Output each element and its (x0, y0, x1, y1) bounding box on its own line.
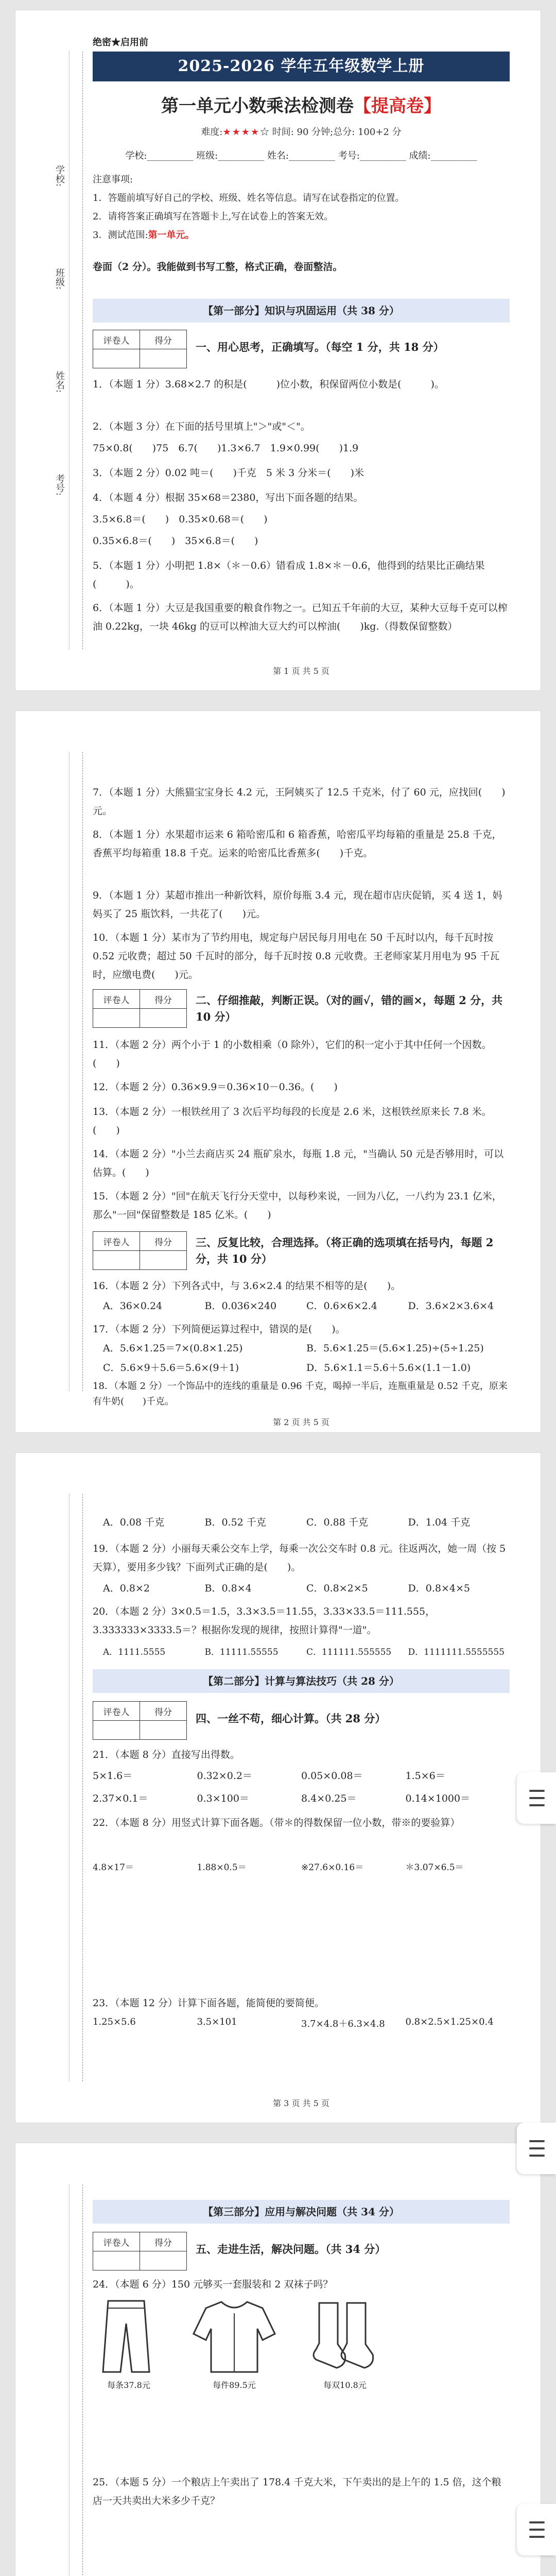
score-box-score: 得分 (140, 1232, 187, 1251)
binding-rule-4 (69, 2184, 70, 2576)
option-c[interactable]: C．0.88 千克 (306, 1517, 368, 1528)
option-b[interactable]: B．11111.55555 (204, 1647, 279, 1657)
score-box-grader: 评卷人 (93, 1702, 140, 1721)
score-box-score-cell[interactable] (140, 1721, 187, 1740)
section-4-heading: 四、一丝不苟，细心计算。（共 28 分） (196, 1712, 386, 1725)
option-b[interactable]: B．5.6×1.25＝(5.6×1.25)÷(5÷1.25) (306, 1343, 484, 1354)
question-17: 17．（本题 2 分）下列简便运算过程中，错误的是( )。 (93, 1324, 345, 1335)
banner-title: 2025-2026 学年五年级数学上册 (93, 52, 510, 81)
question-22: 22．（本题 8 分）用竖式计算下面各题。（带＊的得数保留一位小数，带※的要验算） (93, 1817, 460, 1828)
score-box-score-cell[interactable] (140, 2251, 187, 2270)
option-d[interactable]: D．1.04 千克 (408, 1517, 471, 1528)
option-c[interactable]: C．0.8×2×5 (306, 1583, 368, 1594)
note-1: 1．答题前填写好自己的学校、班级、姓名等信息。请写在试卷指定的位置。 (93, 193, 405, 204)
column-calc-item: ※27.6×0.16＝ (301, 1862, 364, 1873)
section-2-heading: 二、仔细推敲，判断正误。（对的画√，错的画×，每题 2 分，共 10 分） (196, 994, 503, 1023)
binding-margin-3 (46, 1494, 83, 2081)
question-23: 23．（本题 12 分）计算下面各题，能简便的要简便。 (93, 1997, 324, 2009)
option-d[interactable]: D．5.6×1.1＝5.6＋5.6×(1.1－1.0) (306, 1362, 471, 1374)
question-24: 24．（本题 6 分）150 元够买一套服装和 2 双袜子吗？ (93, 2279, 333, 2290)
difficulty-label: 难度: (201, 127, 223, 138)
column-calc-item: ＊3.07×6.5＝ (405, 1862, 464, 1873)
question-16: 16．（本题 2 分）下列各式中，与 3.6×2.4 的结果不相等的是( )。 (93, 1280, 401, 1292)
question-19-options (103, 1581, 510, 1595)
binding-margin (46, 52, 83, 649)
page-title (93, 92, 510, 117)
question-21-row-1 (93, 1768, 510, 1782)
question-22-row (93, 1860, 510, 1873)
question-25: 25．（本题 5 分）一个粮店上午卖出了 178.4 千克大米，下午卖出的是上午的 1.5 倍，这个粮店一天共卖出大米多少千克？ (93, 2477, 501, 2506)
binding-margin-4 (46, 2184, 83, 2576)
notes-title: 注意事项: (93, 174, 133, 185)
question-17-options-2 (103, 1360, 510, 1374)
question-20-options (103, 1645, 510, 1657)
part-2-header: 【第二部分】计算与算法技巧（共 28 分） (93, 1669, 510, 1693)
pants-price: 每条37.8元 (107, 2380, 150, 2390)
score-box-grader-cell[interactable] (93, 2251, 140, 2270)
question-2: 2．（本题 3 分）在下面的括号里填上"＞"或"＜"。 (93, 421, 310, 432)
score-box-grader-cell[interactable] (93, 1251, 140, 1270)
score-box-grader: 评卷人 (93, 1232, 140, 1251)
page-footer-3: 第 3 页 共 5 页 (273, 2098, 329, 2108)
score-box-score-cell[interactable] (140, 1009, 187, 1028)
note-3 (93, 227, 510, 244)
student-info-line: 学校:__________ 班级:__________ 姓名:__________ 考号:__________ 成绩:__________ (125, 150, 477, 161)
page-footer-1: 第 1 页 共 5 页 (273, 666, 329, 676)
question-2-items: 75×0.8( )75 6.7( )1.3×6.7 1.9×0.99( )1.9 (93, 443, 359, 454)
part-1-header: 【第一部分】知识与巩固运用（共 38 分） (93, 299, 510, 323)
question-3: 3．（本题 2 分）0.02 吨＝( )千克 5 米 3 分米＝( )米 (93, 467, 364, 479)
section-1-heading: 一、用心思考，正确填写。（每空 1 分，共 18 分） (196, 341, 444, 353)
oral-calc-item: 0.32×0.2＝ (197, 1770, 252, 1782)
score-box-4 (93, 1701, 187, 1740)
binding-margin-2 (46, 752, 83, 1391)
column-calc-item: 1.88×0.5＝ (197, 1862, 247, 1873)
question-10: 10．（本题 1 分）某市为了节约用电，规定每户居民每月用电在 50 千瓦时以内，每千瓦时按 0.52 元收费；超过 50 千瓦时的部分，每千瓦时按 0.8 元收费。王老师家某月用电为 95 千瓦时，应缴电费( )元。 (93, 932, 500, 980)
option-c[interactable]: C．111111.555555 (306, 1647, 392, 1657)
title-main: 第一单元小数乘法检测卷 (161, 96, 354, 116)
score-box-grader-cell[interactable] (93, 1721, 140, 1740)
question-21: 21．（本题 8 分）直接写出得数。 (93, 1749, 240, 1760)
score-box-1 (93, 330, 187, 368)
page-footer-2: 第 2 页 共 5 页 (273, 1417, 329, 1427)
title-tag: 【提高卷】 (354, 96, 441, 116)
score-box-grader-cell[interactable] (93, 1009, 140, 1028)
score-box-5 (93, 2232, 187, 2270)
difficulty-rest: ☆ 时间: 90 分钟;总分: 100+2 分 (260, 127, 402, 138)
page-2 (15, 711, 541, 1432)
question-23-row (93, 2016, 510, 2030)
oral-calc-item: 5×1.6＝ (93, 1770, 133, 1782)
score-box-grader: 评卷人 (93, 330, 140, 349)
question-7: 7．（本题 1 分）大熊猫宝宝身长 4.2 元，王阿姨买了 12.5 千克米，付了 60 元，应找回( )元。 (93, 787, 506, 817)
question-5: 5．（本题 1 分）小明把 1.8×（＊－0.6）错看成 1.8×＊－0.6，他得到的结果比正确结果( )。 (93, 560, 485, 590)
option-c[interactable]: C．0.6×6×2.4 (306, 1300, 377, 1312)
page-4 (15, 2143, 541, 2576)
question-18: 18．（本题 2 分）一个饰品中的连线的重量是 0.96 千克，喝掉一半后，连瓶重量是 0.52 千克，原来有牛奶( )千克。 (93, 1381, 508, 1407)
option-a[interactable]: A．1111.5555 (103, 1647, 166, 1657)
option-d[interactable]: D．1111111.5555555 (408, 1647, 505, 1657)
option-d[interactable]: D．3.6×2×3.6×4 (408, 1300, 494, 1312)
menu-icon[interactable] (517, 2504, 556, 2555)
menu-icon[interactable] (517, 1772, 556, 1824)
binding-class-label: 班级: (54, 268, 65, 290)
score-box-score: 得分 (140, 1702, 187, 1721)
question-14: 14．（本题 2 分）"小兰去商店买 24 瓶矿泉水，每瓶 1.8 元，"当确认 50 元是否够用时，可以估算。( ) (93, 1148, 504, 1178)
score-box-grader: 评卷人 (93, 2232, 140, 2251)
binding-rule (69, 52, 70, 649)
score-box-3 (93, 1231, 187, 1270)
difficulty-line (93, 125, 510, 138)
section-3-heading: 三、反复比较，合理选择。（将正确的选项填在括号内，每题 2 分，共 10 分） (196, 1236, 494, 1265)
oral-calc-item: 2.37×0.1＝ (93, 1793, 148, 1804)
simplify-calc-item: 3.5×101 (197, 2016, 237, 2027)
binding-number-label: 考号: (54, 474, 65, 496)
oral-calc-item: 0.3×100＝ (197, 1793, 249, 1804)
question-4: 4．（本题 4 分）根据 35×68＝2380，写出下面各题的结果。 (93, 492, 363, 503)
option-a[interactable]: A．0.08 千克 (103, 1517, 165, 1528)
option-c[interactable]: C．5.6×9＋5.6＝5.6×(9＋1) (103, 1362, 239, 1374)
question-20: 20．（本题 2 分）3×0.5＝1.5，3.3×3.5＝11.55，3.33×33.5＝111.555，3.333333×3333.5＝？根据你发现的规律，按照计算得"一道"。 (93, 1606, 436, 1636)
socks-icon (309, 2298, 381, 2375)
binding-rule-3 (69, 1494, 70, 2081)
question-16-options (103, 1298, 510, 1312)
oral-calc-item: 0.14×1000＝ (405, 1793, 471, 1804)
question-19: 19．（本题 2 分）小丽每天乘公交车上学，每乘一次公交车时 0.8 元。往返两次，她一周（按 5 天算），要用多少钱？下面列式正确的是( )。 (93, 1543, 506, 1573)
score-box-score: 得分 (140, 330, 187, 349)
socks-price: 每双10.8元 (323, 2380, 367, 2390)
question-21-row-2 (93, 1791, 510, 1805)
score-box-score-cell[interactable] (140, 1251, 187, 1270)
simplify-calc-item: 1.25×5.6 (93, 2016, 136, 2027)
secret-mark: 绝密★启用前 (93, 37, 148, 48)
question-1: 1．（本题 1 分）3.68×2.7 的积是( )位小数，积保留两位小数是( )。 (93, 379, 444, 390)
question-8: 8．（本题 1 分）水果超市运来 6 箱哈密瓜和 6 箱香蕉，哈密瓜平均每箱的重量是 25.8 千克，香蕉平均每箱重 18.8 千克。运来的哈密瓜比香蕉多( )千克。 (93, 829, 502, 859)
option-b[interactable]: B．0.52 千克 (204, 1517, 266, 1528)
menu-icon[interactable] (517, 2123, 556, 2174)
column-calc-item: 4.8×17＝ (93, 1862, 134, 1873)
option-d[interactable]: D．0.8×4×5 (408, 1583, 470, 1594)
page-3 (15, 1453, 541, 2123)
question-17-options-1 (103, 1341, 510, 1354)
pants-icon (93, 2298, 160, 2375)
score-box-score-cell[interactable] (140, 349, 187, 368)
option-a[interactable]: A．0.8×2 (103, 1583, 150, 1594)
score-box-2 (93, 989, 187, 1028)
section-5-heading: 五、走进生活，解决问题。（共 34 分） (196, 2243, 386, 2256)
part-3-header: 【第三部分】应用与解决问题（共 34 分） (93, 2200, 510, 2224)
binding-rule-2 (69, 752, 70, 1391)
shirt-price: 每件89.5元 (213, 2380, 256, 2390)
question-18-options (103, 1515, 510, 1529)
oral-calc-item: 1.5×6＝ (405, 1770, 445, 1782)
page-1 (15, 10, 541, 690)
score-box-grader-cell[interactable] (93, 349, 140, 368)
option-b[interactable]: B．0.036×240 (204, 1300, 277, 1312)
shirt-icon (190, 2298, 278, 2375)
note-3-prefix: 3．测试范围: (93, 230, 148, 241)
option-b[interactable]: B．0.8×4 (204, 1583, 252, 1594)
paper-neatness-score: 卷面（2 分）。我能做到书写工整，格式正确，卷面整洁。 (93, 261, 343, 273)
binding-school-label: 学校: (54, 165, 65, 187)
option-a[interactable]: A．36×0.24 (103, 1300, 163, 1312)
option-a[interactable]: A．5.6×1.25＝7×(0.8×1.25) (103, 1343, 243, 1354)
note-3-range: 第一单元。 (148, 230, 195, 241)
score-box-grader: 评卷人 (93, 990, 140, 1009)
question-4-row-2: 0.35×6.8＝( ) 35×6.8＝( ) (93, 535, 258, 547)
question-12: 12．（本题 2 分）0.36×9.9＝0.36×10－0.36。( ) (93, 1081, 338, 1093)
question-11: 11．（本题 2 分）两个小于 1 的小数相乘（0 除外），它们的积一定小于其中任何一个因数。( ) (93, 1039, 492, 1069)
question-4-row-1: 3.5×6.8＝( ) 0.35×0.68＝( ) (93, 514, 268, 525)
question-15: 15．（本题 2 分）"回"在航天飞行分天堂中，以每秒来说，一回为八亿，一八约为 23.1 亿米，那么"一回"保留整数是 185 亿米。( ) (93, 1191, 502, 1221)
note-2: 2．请将答案正确填写在答题卡上,写在试卷上的答案无效。 (93, 211, 334, 222)
question-6: 6．（本题 1 分）大豆是我国重要的粮食作物之一。已知五千年前的大豆，某种大豆每千克可以榨油 0.22kg，一块 46kg 的豆可以榨油大豆大约可以榨油( )kg.（得数保留整数） (93, 602, 508, 632)
question-9: 9．（本题 1 分）某超市推出一种新饮料，原价每瓶 3.4 元，现在超市店庆促销，买 4 送 1，妈妈买了 25 瓶饮料，一共花了( )元。 (93, 890, 502, 920)
simplify-calc-item: 0.8×2.5×1.25×0.4 (405, 2016, 494, 2027)
oral-calc-item: 8.4×0.25＝ (301, 1793, 357, 1804)
score-box-score: 得分 (140, 2232, 187, 2251)
oral-calc-item: 0.05×0.08＝ (301, 1770, 363, 1782)
simplify-calc-item: 3.7×4.8＋6.3×4.8 (301, 2019, 385, 2029)
score-box-score: 得分 (140, 990, 187, 1009)
question-13: 13．（本题 2 分）一根铁丝用了 3 次后平均每段的长度是 2.6 米，这根铁丝原来长 7.8 米。( ) (93, 1106, 492, 1136)
difficulty-stars: ★★★★ (222, 127, 260, 138)
binding-name-label: 姓名: (54, 371, 65, 393)
